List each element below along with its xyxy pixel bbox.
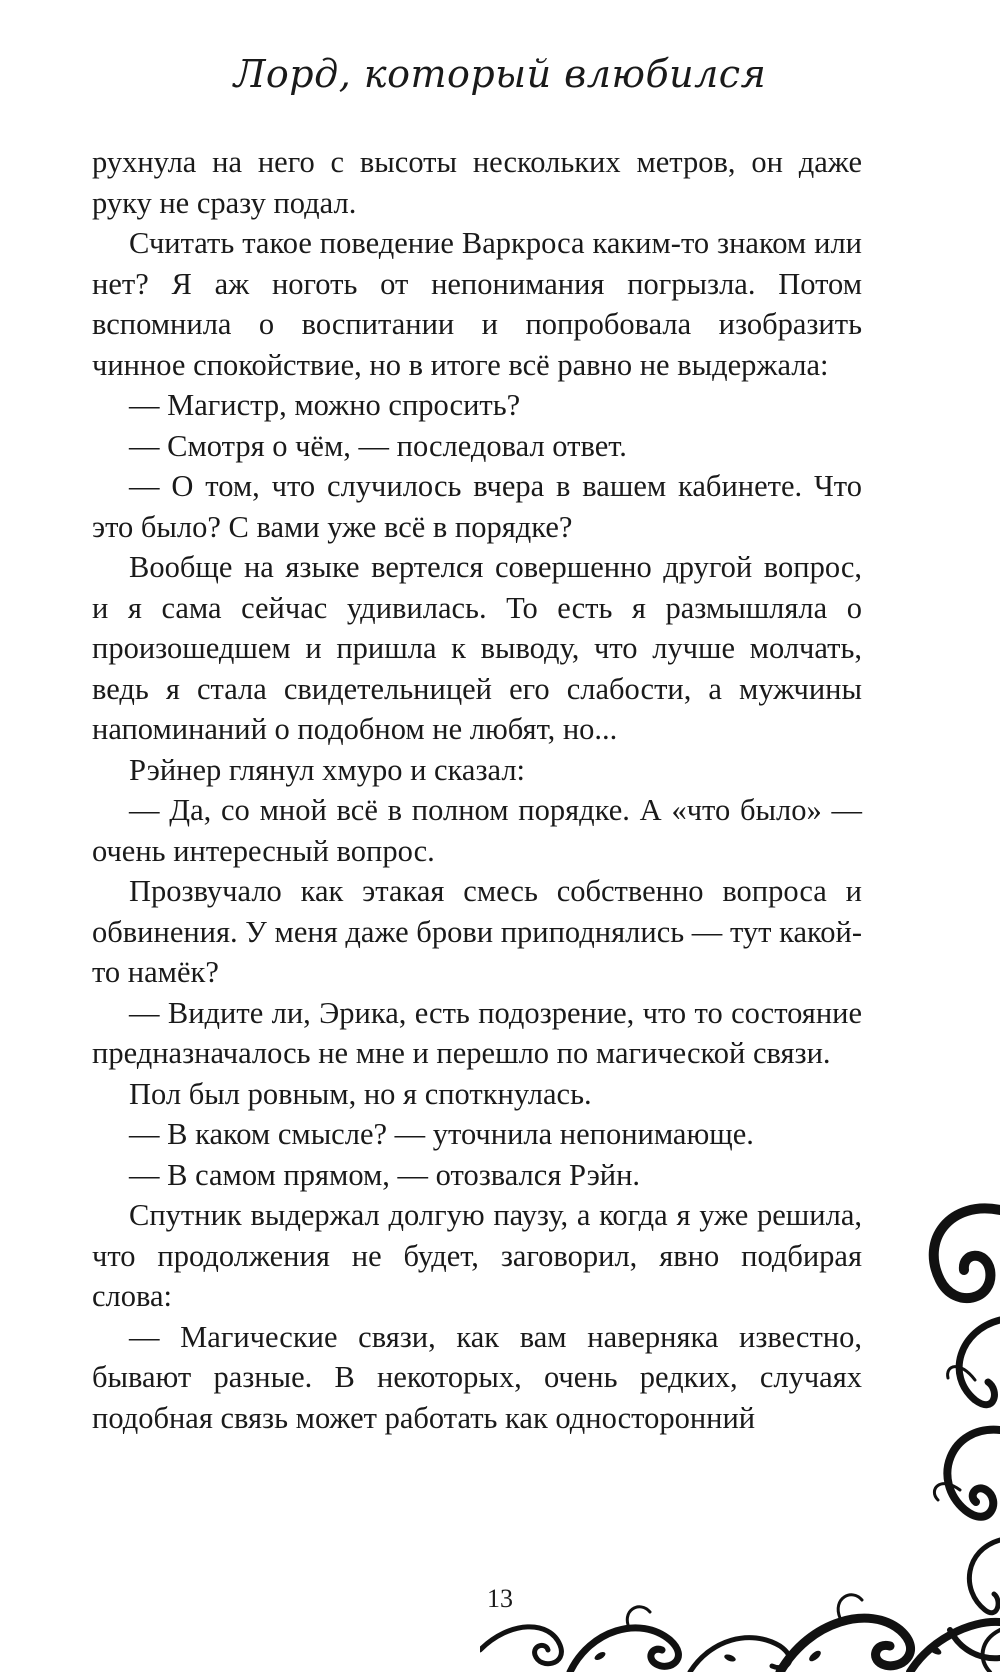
- paragraph: рухнула на него с высоты нескольких метров, он даже руку не сразу подал.: [92, 145, 862, 220]
- page-number: 13: [487, 1584, 513, 1613]
- body-text: [92, 142, 862, 1438]
- paragraph: — Да, со мной всё в полном порядке. А «что было» — очень интересный вопрос.: [92, 793, 862, 868]
- paragraph: Пол был ровным, но я споткнулась.: [129, 1076, 592, 1111]
- paragraph: — В самом прямом, — отозвался Рэйн.: [129, 1157, 641, 1192]
- paragraph: Вообще на языке вертелся совершенно другой вопрос, и я сама сейчас удивилась. То есть я размышляла о произошедшем и пришла к выводу, что лучше молчать, ведь я стала свидетельницей его слабости, а мужчины напоминаний о подобном не любят, но...: [92, 550, 862, 746]
- bottom-flourish-ornament: [480, 1560, 1000, 1672]
- paragraph: Спутник выдержал долгую паузу, а когда я уже решила, что продолжения не будет, заговорил, явно подбирая слова:: [92, 1198, 862, 1313]
- paragraph: — Видите ли, Эрика, есть подозрение, что то состояние предназначалось не мне и перешло по магической связи.: [92, 995, 862, 1070]
- paragraph: — Смотря о чём, — последовал ответ.: [129, 428, 627, 463]
- paragraph: — Магистр, можно спросить?: [129, 388, 521, 422]
- running-title: Лорд, который влюбился: [233, 52, 767, 96]
- paragraph: Прозвучало как этакая смесь собственно вопроса и обвинения. У меня даже брови приподнялись — тут какой-то намёк?: [92, 874, 862, 989]
- paragraph: — В каком смысле? — уточнила непонимающе.: [129, 1117, 754, 1151]
- paragraph: — Магические связи, как вам наверняка известно, бывают разные. В некоторых, очень редких, случаях подобная связь может работать как односторонний: [92, 1319, 862, 1435]
- paragraph: — О том, что случилось вчера в вашем кабинете. Что это было? С вами уже всё в порядке?: [92, 469, 862, 544]
- paragraph: Рэйнер глянул хмуро и сказал:: [129, 752, 526, 787]
- paragraph: Считать такое поведение Варкроса каким-то знаком или нет? Я аж ноготь от непонимания погрызла. Потом вспомнила о воспитании и попробовала изобразить чинное спокойствие, но в итоге всё равно не выдержала:: [92, 226, 862, 382]
